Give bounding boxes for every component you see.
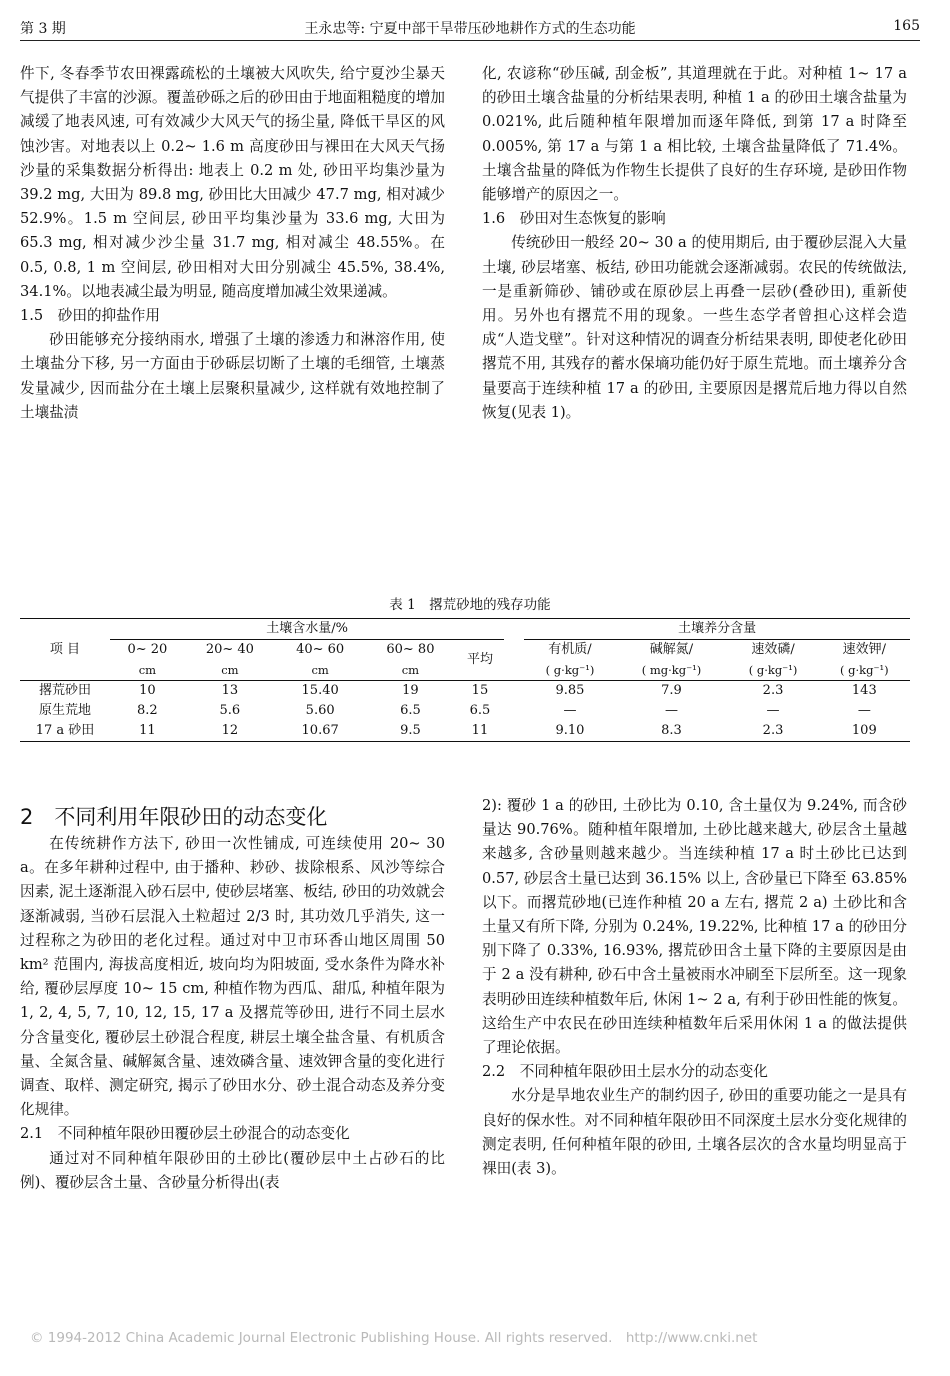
table-cell: 15 (456, 681, 505, 702)
table-cell: 5.60 (305, 703, 335, 718)
section-heading-2-2: 2.2 不同种植年限砂田土层水分的动态变化 (482, 1063, 768, 1081)
table-row (20, 701, 910, 721)
paragraph: 2): 覆砂 1 a 的砂田, 土砂比为 0.10, 含土量仅为 9.24%, 而含砂量达 90.76%。随种植年限增加, 土砂比越来越大, 砂层含土量越来越多, 含砂量则越来越少。当连续种植 17 a 时土砂比已达到 0.57, 砂层含土量已达到 36.15% 以上, 含砂量已下降至 63.85% 以下。而撂荒砂地(已连作种植 20 a 左右, 撂荒 2 a) 土砂比和含土量又有所下降, 分别为 0.24%, 19.22%, 比种植 17 a 的砂田分别下降了 0.33%, 16.93%, 撂荒砂田含土量下降的主要原因是由于 2 a 没有耕种, 砂石中含土量被雨水冲刷至下层所至。这一现象表明砂田连续种植数年后, 休闲 1~ 2 a, 有利于砂田性能的恢复。这给生产中农民在砂田连续种植数年后采用休闲 1 a 的做法提供了理论依据。 (482, 797, 907, 1057)
table-col-header: 20~ 40 (205, 642, 254, 657)
table-col-header: 速效钾/ (842, 642, 887, 657)
issue-number: 第 3 期 (20, 21, 66, 37)
section-heading-2-1: 2.1 不同种植年限砂田覆砂层土砂混合的动态变化 (20, 1125, 350, 1143)
page-number: 165 (893, 18, 920, 34)
table-cell: — (857, 703, 871, 718)
table-row (20, 681, 910, 702)
table-cell: 11 (456, 721, 505, 742)
paragraph: 传统砂田一般经 20~ 30 a 的使用期后, 由于覆砂层混入大量土壤, 砂层堵塞、板结, 砂田功能就会逐渐减弱。农民的传统做法, 一是重新筛砂、铺砂或在原砂层上再叠一层砂(叠砂田), 重新使用。另外也有撂荒不用的现象。一些生态学者曾担心这样会造成“人造戈壁”。针对这种情况的调查分析结果表明, 即使老化砂田撂荒不用, 其残存的蓄水保墒功能仍好于原生荒地。而土壤养分含量要高于连续种植 17 a 的砂田, 主要原因是撂荒后地力得以自然恢复(见表 1)。 (482, 234, 907, 421)
table-cell: 143 (819, 681, 910, 702)
table-cell: 2.3 (727, 721, 818, 742)
table-row (20, 721, 910, 742)
table-col-header: 碱解氮/ (649, 642, 694, 657)
table-group-nutrient: 土壤养分含量 (524, 619, 910, 640)
table-row-label: 原生荒地 (38, 703, 91, 718)
table-unit: ( g·kg⁻¹) (748, 663, 798, 677)
table-unit: ( g·kg⁻¹) (840, 663, 889, 677)
paragraph: 水分是旱地农业生产的制约因子, 砂田的重要功能之一是具有良好的保水性。对不同种植年限砂田不同深度土层水分变化规律的测定表明, 任何种植年限的砂田, 土壤各层次的含水量均明显高于裸田(表 3)。 (482, 1087, 907, 1178)
table-cell: 19 (365, 681, 455, 702)
table-row-label: 撂荒砂田 (20, 681, 110, 702)
paragraph: 砂田能够充分接纳雨水, 增强了土壤的渗透力和淋溶作用, 使土壤盐分下移, 另一方面由于砂砾层切断了土壤的毛细管, 土壤蒸发量减少, 因而盐分在土壤上层聚积量减少, 这样就有效地控制了土壤盐渍 (20, 331, 445, 421)
section-heading-2: 2 不同利用年限砂田的动态变化 (20, 805, 328, 829)
table-cell: 7.9 (616, 681, 728, 702)
table-cell: 9.10 (524, 721, 615, 742)
table-cell: 10.67 (275, 721, 365, 742)
table-group-water: 土壤含水量/% (110, 619, 504, 640)
table-cell: 6.5 (469, 703, 491, 718)
table-unit: cm (221, 663, 239, 677)
table-cell: 5.6 (219, 703, 241, 718)
table-cell: — (766, 703, 780, 718)
column-left-top (20, 62, 445, 425)
table-cell: 6.5 (400, 703, 421, 718)
paragraph: 通过对不同种植年限砂田的土砂比(覆砂层中土占砂石的比例)、覆砂层含土量、含砂量分析得出(表 (20, 1149, 445, 1191)
table-cell: 8.3 (616, 721, 728, 742)
paragraph: 件下, 冬春季节农田裸露疏松的土壤被大风吹失, 给宁夏沙尘暴天气提供了丰富的沙源。覆盖砂砾之后的砂田由于地面粗糙度的增加减缓了地表风速, 可有效减少大风天气的扬尘量, 降低干旱区的风蚀沙害。对地表以上 0.2~ 1.6 m 高度砂田与裸田在大风天气扬沙量的采集数据分析得出: 地表上 0.2 m 处, 砂田平均集沙量为 39.2 mg, 大田为 89.8 mg, 砂田比大田减少 47.7 mg, 相对减少 52.9%。1.5 m 空间层, 砂田平均集沙量为 33.6 mg, 大田为 65.3 mg, 相对减少沙尘量 31.7 mg, 相对减尘 48.55%。在 0.5, 0.8, 1 m 空间层, 砂田相对大田分别减尘 45.5%, 38.4%, 34.1%。以地表减尘最为明显, 随高度增加减尘效果递减。 (20, 65, 445, 300)
table-unit: cm (311, 663, 329, 677)
copyright-watermark: © 1994-2012 China Academic Journal Electronic Publishing House. All rights reserved. http://www.cnki.net (30, 1330, 758, 1346)
paragraph: 化, 农谚称“砂压碱, 刮金板”, 其道理就在于此。对种植 1~ 17 a 的砂田土壤含盐量的分析结果表明, 种植 1 a 的砂田土壤含盐量为 0.021%, 此后随种植年限增加而逐年降低, 到第 17 a 时降至 0.005%, 第 17 a 与第 1 a 相比较, 土壤含盐量降低了 71.4%。土壤含盐量的降低为作物生长提供了良好的生存环境, 是砂田作物能够增产的原因之一。 (482, 65, 907, 204)
table-cell: — (665, 703, 678, 718)
table-cell: 8.2 (137, 703, 158, 718)
table-cell: 2.3 (727, 681, 818, 702)
table-cell: 9.85 (524, 681, 615, 702)
table-unit: ( mg·kg⁻¹) (641, 663, 702, 677)
table-cell: 9.5 (365, 721, 455, 742)
paragraph: 在传统耕作方法下, 砂田一次性铺成, 可连续使用 20~ 30 a。在多年耕种过程中, 由于播种、耖砂、拔除根系、风沙等综合因素, 泥土逐渐混入砂石层中, 使砂层堵塞、板结, 砂田的功效就会逐渐减弱, 当砂石层混入土粒超过 2/3 时, 其功效几乎消失, 这一过程称之为砂田的老化过程。通过对中卫市环香山地区周围 50 km² 范围内, 海拔高度相近, 坡向均为阳坡面, 受水条件为降水补给, 覆砂层厚度 10~ 15 cm, 种植作物为西瓜、甜瓜, 种植年限为 1, 2, 4, 5, 7, 10, 12, 15, 17 a 及撂荒等砂田, 进行不同土层水分含量变化, 覆砂层土砂混合程度, 耕层土壤全盐含量、有机质含量、全氮含量、碱解氮含量、速效磷含量、速效钾含量的变化进行调查、取样、测定研究, 揭示了砂田水分、砂土混合动态及养分变化规律。 (20, 835, 445, 1119)
table-unit: cm (401, 663, 420, 677)
section-heading-1-6: 1.6 砂田对生态恢复的影响 (482, 210, 666, 228)
table-cell: 10 (110, 681, 185, 702)
table-cell: — (563, 703, 577, 718)
table-col-header: 有机质/ (548, 642, 592, 657)
table-unit: cm (138, 663, 157, 677)
table-col-header: 0~ 20 (127, 642, 168, 657)
table-col-header: 60~ 80 (386, 642, 435, 657)
table-col-header: 速效磷/ (751, 642, 795, 657)
table-header-item: 项 目 (20, 619, 110, 681)
running-title: 王永忠等: 宁夏中部干旱带压砂地耕作方式的生态功能 (304, 21, 636, 37)
table-1 (20, 618, 910, 742)
column-right-top (482, 62, 907, 425)
column-left-bottom (20, 802, 445, 1195)
table-cell: 13 (185, 681, 275, 702)
table-unit: ( g·kg⁻¹) (545, 663, 595, 677)
running-header (20, 14, 920, 41)
table-cell: 11 (110, 721, 185, 742)
section-heading-1-5: 1.5 砂田的抑盐作用 (20, 307, 160, 325)
table-cell: 12 (185, 721, 275, 742)
table-cell: 15.40 (275, 681, 365, 702)
table-caption: 表 1 撂荒砂地的残存功能 (389, 597, 551, 613)
table-col-header: 40~ 60 (296, 642, 345, 657)
table-cell: 109 (819, 721, 910, 742)
table-col-header-avg: 平均 (466, 652, 493, 667)
column-right-bottom (482, 794, 907, 1181)
table-row-label: 17 a 砂田 (20, 721, 110, 742)
